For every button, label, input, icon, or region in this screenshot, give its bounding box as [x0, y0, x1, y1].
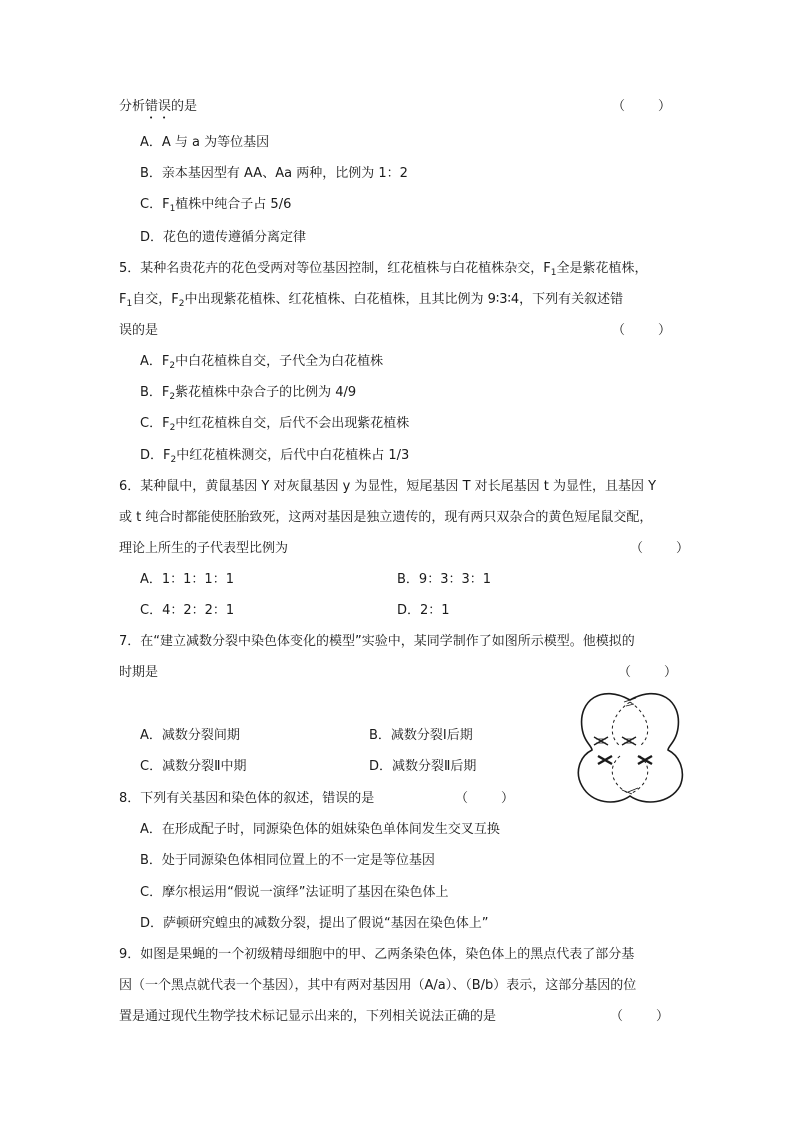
chromosome-upper-2	[622, 737, 636, 745]
q6-answer-paren: （ ）	[630, 541, 690, 556]
q4-option-b: B．亲本基因型有 AA、Aa 两种，比例为 1：2	[140, 166, 408, 181]
cell-division-model-figure	[572, 690, 688, 808]
q5-answer-paren: （ ）	[612, 323, 672, 338]
q6-option-a: A．1：1：1：1	[140, 572, 234, 587]
chromosome-lower-2	[638, 756, 652, 764]
q4-stem-text: 分析	[119, 99, 146, 114]
q5-stem-line3: 误的是	[119, 323, 159, 338]
q6-option-b: B．9：3：3：1	[397, 572, 492, 587]
q6-stem-line3: 理论上所生的子代表型比例为	[119, 541, 289, 556]
q8-option-b: B．处于同源染色体相同位置上的不一定是等位基因	[140, 853, 435, 868]
q5-option-b: B．$F_2$紫花植株中杂合子的比例为 4/9	[140, 385, 357, 402]
q5-stem-line1: 5．某种名贵花卉的花色受两对等位基因控制，红花植株与白花植株杂交，$F_1$全是紫花植株，	[119, 261, 648, 278]
q8-option-a: A．在形成配子时，同源染色体的姐妹染色单体间发生交叉互换	[140, 822, 500, 837]
q9-stem-line2: 因（一个黑点就代表一个基因），其中有两对基因用（A/a）、（B/b）表示，这部分基因的位	[119, 978, 637, 993]
chromosome-lower-1	[598, 756, 612, 764]
q8-stem: 8．下列有关基因和染色体的叙述，错误的是	[119, 791, 375, 806]
spindle-lower-left	[612, 756, 630, 794]
q4-option-d: D．花色的遗传遵循分离定律	[140, 230, 307, 245]
q4-stem-emphasis: 错误	[145, 99, 172, 114]
q6-option-c: C．4：2：2：1	[140, 603, 235, 618]
q6-stem-line1: 6．某种鼠中，黄鼠基因 Y 对灰鼠基因 y 为显性，短尾基因 T 对长尾基因 t 为显性，且基因 Y	[119, 479, 657, 494]
q7-answer-paren: （ ）	[618, 665, 678, 680]
q8-answer-paren: （ ）	[455, 791, 515, 806]
q7-stem-line2: 时期是	[119, 665, 159, 680]
q4-option-a: A．A 与 a 为等位基因	[140, 135, 270, 150]
q7-option-c: C．减数分裂Ⅱ中期	[140, 759, 247, 774]
q7-option-b: B．减数分裂Ⅰ后期	[369, 728, 473, 743]
q9-stem-line3: 置是通过现代生物学技术标记显示出来的，下列相关说法正确的是	[119, 1009, 497, 1024]
q9-answer-paren: （ ）	[610, 1009, 670, 1024]
q7-stem-line1: 7．在“建立减数分裂中染色体变化的模型”实验中，某同学制作了如图所示模型。他模拟的	[119, 634, 635, 649]
q7-option-a: A．减数分裂间期	[140, 728, 240, 743]
q6-stem-line2: 或 t 纯合时都能使胚胎致死，这两对基因是独立遗传的，现有两只双杂合的黄色短尾鼠交配，	[119, 510, 653, 525]
chromosome-upper-1	[594, 737, 608, 745]
q4-option-c: C．$F_1$植株中纯合子占 5/6	[140, 197, 292, 214]
cell-outline	[578, 694, 682, 802]
q6-option-d: D．2：1	[397, 603, 450, 618]
q7-option-d: D．减数分裂Ⅱ后期	[369, 759, 477, 774]
q5-option-d: D．$F_2$中红花植株测交，后代中白花植株占 1/3	[140, 448, 410, 465]
q5-option-a: A．$F_2$中白花植株自交，子代全为白花植株	[140, 354, 384, 371]
q4-answer-paren: （ ）	[612, 99, 672, 114]
q4-stem-tail	[119, 97, 197, 122]
spindle-lower-right	[630, 756, 648, 794]
q5-stem-line2: $F_1$自交，$F_2$中出现紫花植株、红花植株、白花植株，且其比例为 9∶3∶4，下列有关叙述错	[119, 292, 624, 309]
q8-option-d: D．萨顿研究蝗虫的减数分裂，提出了假说“基因在染色体上”	[140, 916, 489, 931]
q8-option-c: C．摩尔根运用“假说一演绎”法证明了基因在染色体上	[140, 885, 449, 900]
centrosome-bottom	[622, 788, 638, 794]
q4-stem-text-end: 的是	[171, 99, 198, 114]
q5-option-c: C．$F_2$中红花植株自交，后代不会出现紫花植株	[140, 416, 410, 433]
q9-stem-line1: 9．如图是果蝇的一个初级精母细胞中的甲、乙两条染色体，染色体上的黑点代表了部分基	[119, 947, 635, 962]
